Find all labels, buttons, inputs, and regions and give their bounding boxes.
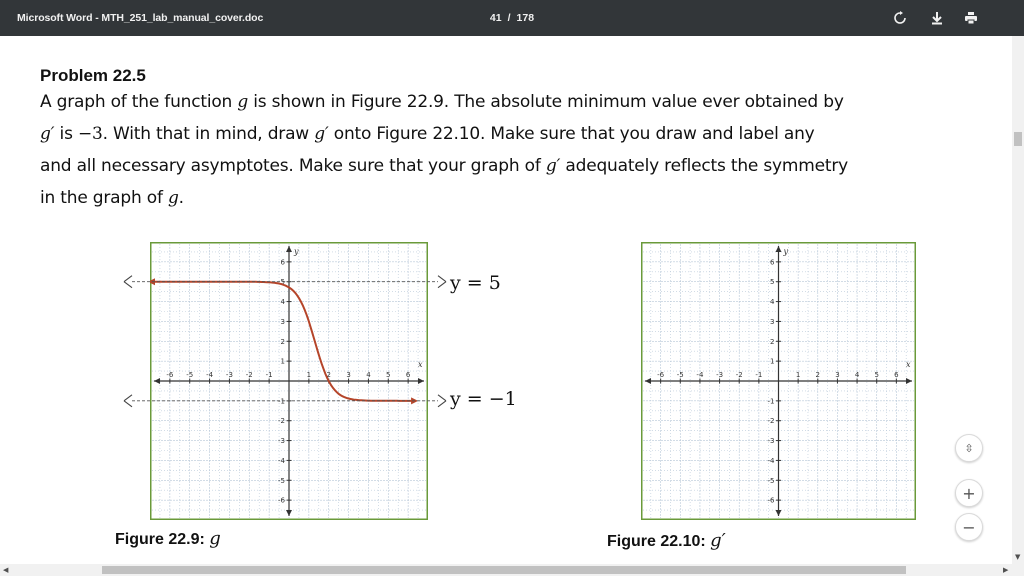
text-run: . With that in mind, draw — [102, 124, 315, 144]
x-tick-label: 1 — [795, 371, 801, 379]
asymptote-label-bottom: y = −1 — [450, 388, 517, 410]
y-tick-label: -6 — [767, 496, 775, 505]
total-pages: 178 — [516, 12, 535, 24]
y-tick-label: -4 — [278, 456, 285, 465]
problem-line-3 — [40, 150, 980, 182]
zoom-in-button[interactable]: + — [955, 479, 983, 507]
text-run: A graph of the function — [40, 92, 238, 112]
document-title: Microsoft Word - MTH_251_lab_manual_cover.doc — [17, 12, 264, 24]
caption-var: g′ — [710, 530, 726, 551]
document-page — [0, 36, 1012, 564]
text-run: in the graph of — [40, 188, 168, 208]
caption-text: Figure 22.9: — [115, 531, 205, 548]
y-tick-label: 5 — [770, 278, 775, 287]
y-tick-label: 5 — [280, 278, 285, 287]
x-tick-label: 3 — [346, 371, 351, 379]
figure-22-10-graph — [641, 242, 916, 520]
x-tick-label: 2 — [815, 371, 821, 379]
caption-text: Figure 22.10: — [607, 533, 706, 550]
page-indicator — [0, 12, 1024, 24]
x-tick-label: -1 — [755, 371, 763, 379]
y-tick-label: -2 — [767, 417, 775, 426]
horizontal-scroll-thumb[interactable] — [102, 566, 906, 574]
text-run: . — [178, 188, 184, 208]
text-run: and all necessary asymptotes. Make sure that your graph of — [40, 156, 546, 176]
x-tick-label: -5 — [676, 371, 684, 379]
figure-22-9-asymptotes — [120, 268, 450, 416]
vertical-scroll-thumb[interactable] — [1014, 132, 1022, 146]
problem-line-4 — [40, 182, 980, 214]
fit-page-icon[interactable]: ⇳ — [955, 434, 983, 462]
x-tick-label: 2 — [326, 371, 331, 379]
y-tick-label: 4 — [280, 298, 285, 307]
x-tick-label: -3 — [225, 371, 233, 379]
x-tick-label: 6 — [405, 371, 411, 379]
problem-statement — [40, 86, 980, 214]
caption-var: g — [209, 528, 221, 549]
x-tick-label: -4 — [206, 371, 214, 379]
x-tick-label: 5 — [386, 371, 391, 379]
y-tick-label: -5 — [278, 476, 285, 485]
math-var: g — [167, 188, 179, 208]
math-value: −3 — [77, 124, 103, 144]
text-run: onto Figure 22.10. Make sure that you draw and label any — [328, 124, 815, 144]
x-tick-label: -3 — [716, 371, 724, 379]
y-tick-label: 1 — [770, 357, 775, 366]
y-tick-label: 3 — [280, 317, 285, 326]
y-tick-label: 6 — [770, 258, 775, 267]
figure-22-10 — [641, 242, 916, 524]
asymptote-arrow-left — [124, 276, 132, 288]
figure-22-9-caption — [115, 528, 221, 549]
y-tick-label: -4 — [767, 456, 775, 465]
problem-line-1 — [40, 86, 980, 118]
y-axis-label: y — [294, 247, 299, 256]
asymptote-arrow-left — [124, 395, 132, 407]
scroll-right-arrow-icon[interactable]: ▶ — [1003, 566, 1009, 574]
x-tick-label: -1 — [265, 371, 273, 379]
x-tick-label: -4 — [696, 371, 704, 379]
math-var: g′ — [40, 124, 55, 144]
asymptote-arrow-right — [438, 395, 446, 407]
y-tick-label: 3 — [770, 317, 775, 326]
figure-22-10-caption — [607, 530, 726, 551]
text-run: is shown in Figure 22.9. The absolute minimum value ever obtained by — [248, 92, 844, 112]
y-axis-label: y — [783, 247, 789, 256]
x-tick-label: 1 — [306, 371, 312, 379]
problem-title: Problem 22.5 — [40, 66, 146, 85]
download-icon[interactable] — [927, 8, 947, 28]
x-tick-label: -2 — [245, 371, 253, 379]
math-var: g — [237, 92, 249, 112]
x-tick-label: -6 — [166, 371, 174, 379]
problem-line-2 — [40, 118, 980, 150]
x-tick-label: -2 — [735, 371, 743, 379]
y-tick-label: -2 — [278, 417, 285, 426]
scroll-left-arrow-icon[interactable]: ◀ — [3, 566, 9, 574]
y-tick-label: 1 — [280, 357, 285, 366]
x-tick-label: 4 — [366, 371, 371, 379]
x-tick-label: 6 — [894, 371, 899, 379]
math-var: g′ — [314, 124, 329, 144]
print-icon[interactable] — [961, 8, 981, 28]
x-tick-label: 4 — [854, 371, 860, 379]
scroll-down-arrow-icon[interactable]: ▼ — [1015, 553, 1021, 561]
current-page[interactable]: 41 — [489, 12, 502, 24]
y-tick-label: 2 — [280, 337, 285, 346]
horizontal-scrollbar[interactable] — [0, 564, 1024, 576]
x-tick-label: -6 — [657, 371, 665, 379]
y-tick-label: -6 — [278, 496, 285, 505]
pdf-toolbar — [0, 0, 1024, 36]
text-run: adequately reflects the symmetry — [560, 156, 848, 176]
text-run: is — [54, 124, 78, 144]
y-tick-label: -1 — [767, 397, 775, 406]
y-tick-label: 2 — [770, 337, 775, 346]
y-tick-label: -3 — [767, 437, 775, 446]
page-separator: / — [507, 12, 511, 24]
y-tick-label: -5 — [767, 476, 775, 485]
math-var: g′ — [545, 156, 561, 176]
zoom-out-button[interactable]: − — [955, 513, 983, 541]
asymptote-arrow-right — [438, 276, 446, 288]
rotate-icon[interactable] — [890, 8, 910, 28]
x-tick-label: 5 — [874, 371, 879, 379]
x-tick-label: -5 — [186, 371, 194, 379]
x-axis-label: x — [418, 360, 423, 369]
y-tick-label: 4 — [770, 298, 775, 307]
y-tick-label: 6 — [280, 258, 285, 267]
vertical-scrollbar[interactable] — [1012, 36, 1024, 564]
x-tick-label: 3 — [835, 371, 840, 379]
y-tick-label: -1 — [278, 397, 285, 406]
y-tick-label: -3 — [278, 437, 285, 446]
x-axis-label: x — [906, 360, 911, 369]
asymptote-label-top: y = 5 — [450, 272, 501, 294]
